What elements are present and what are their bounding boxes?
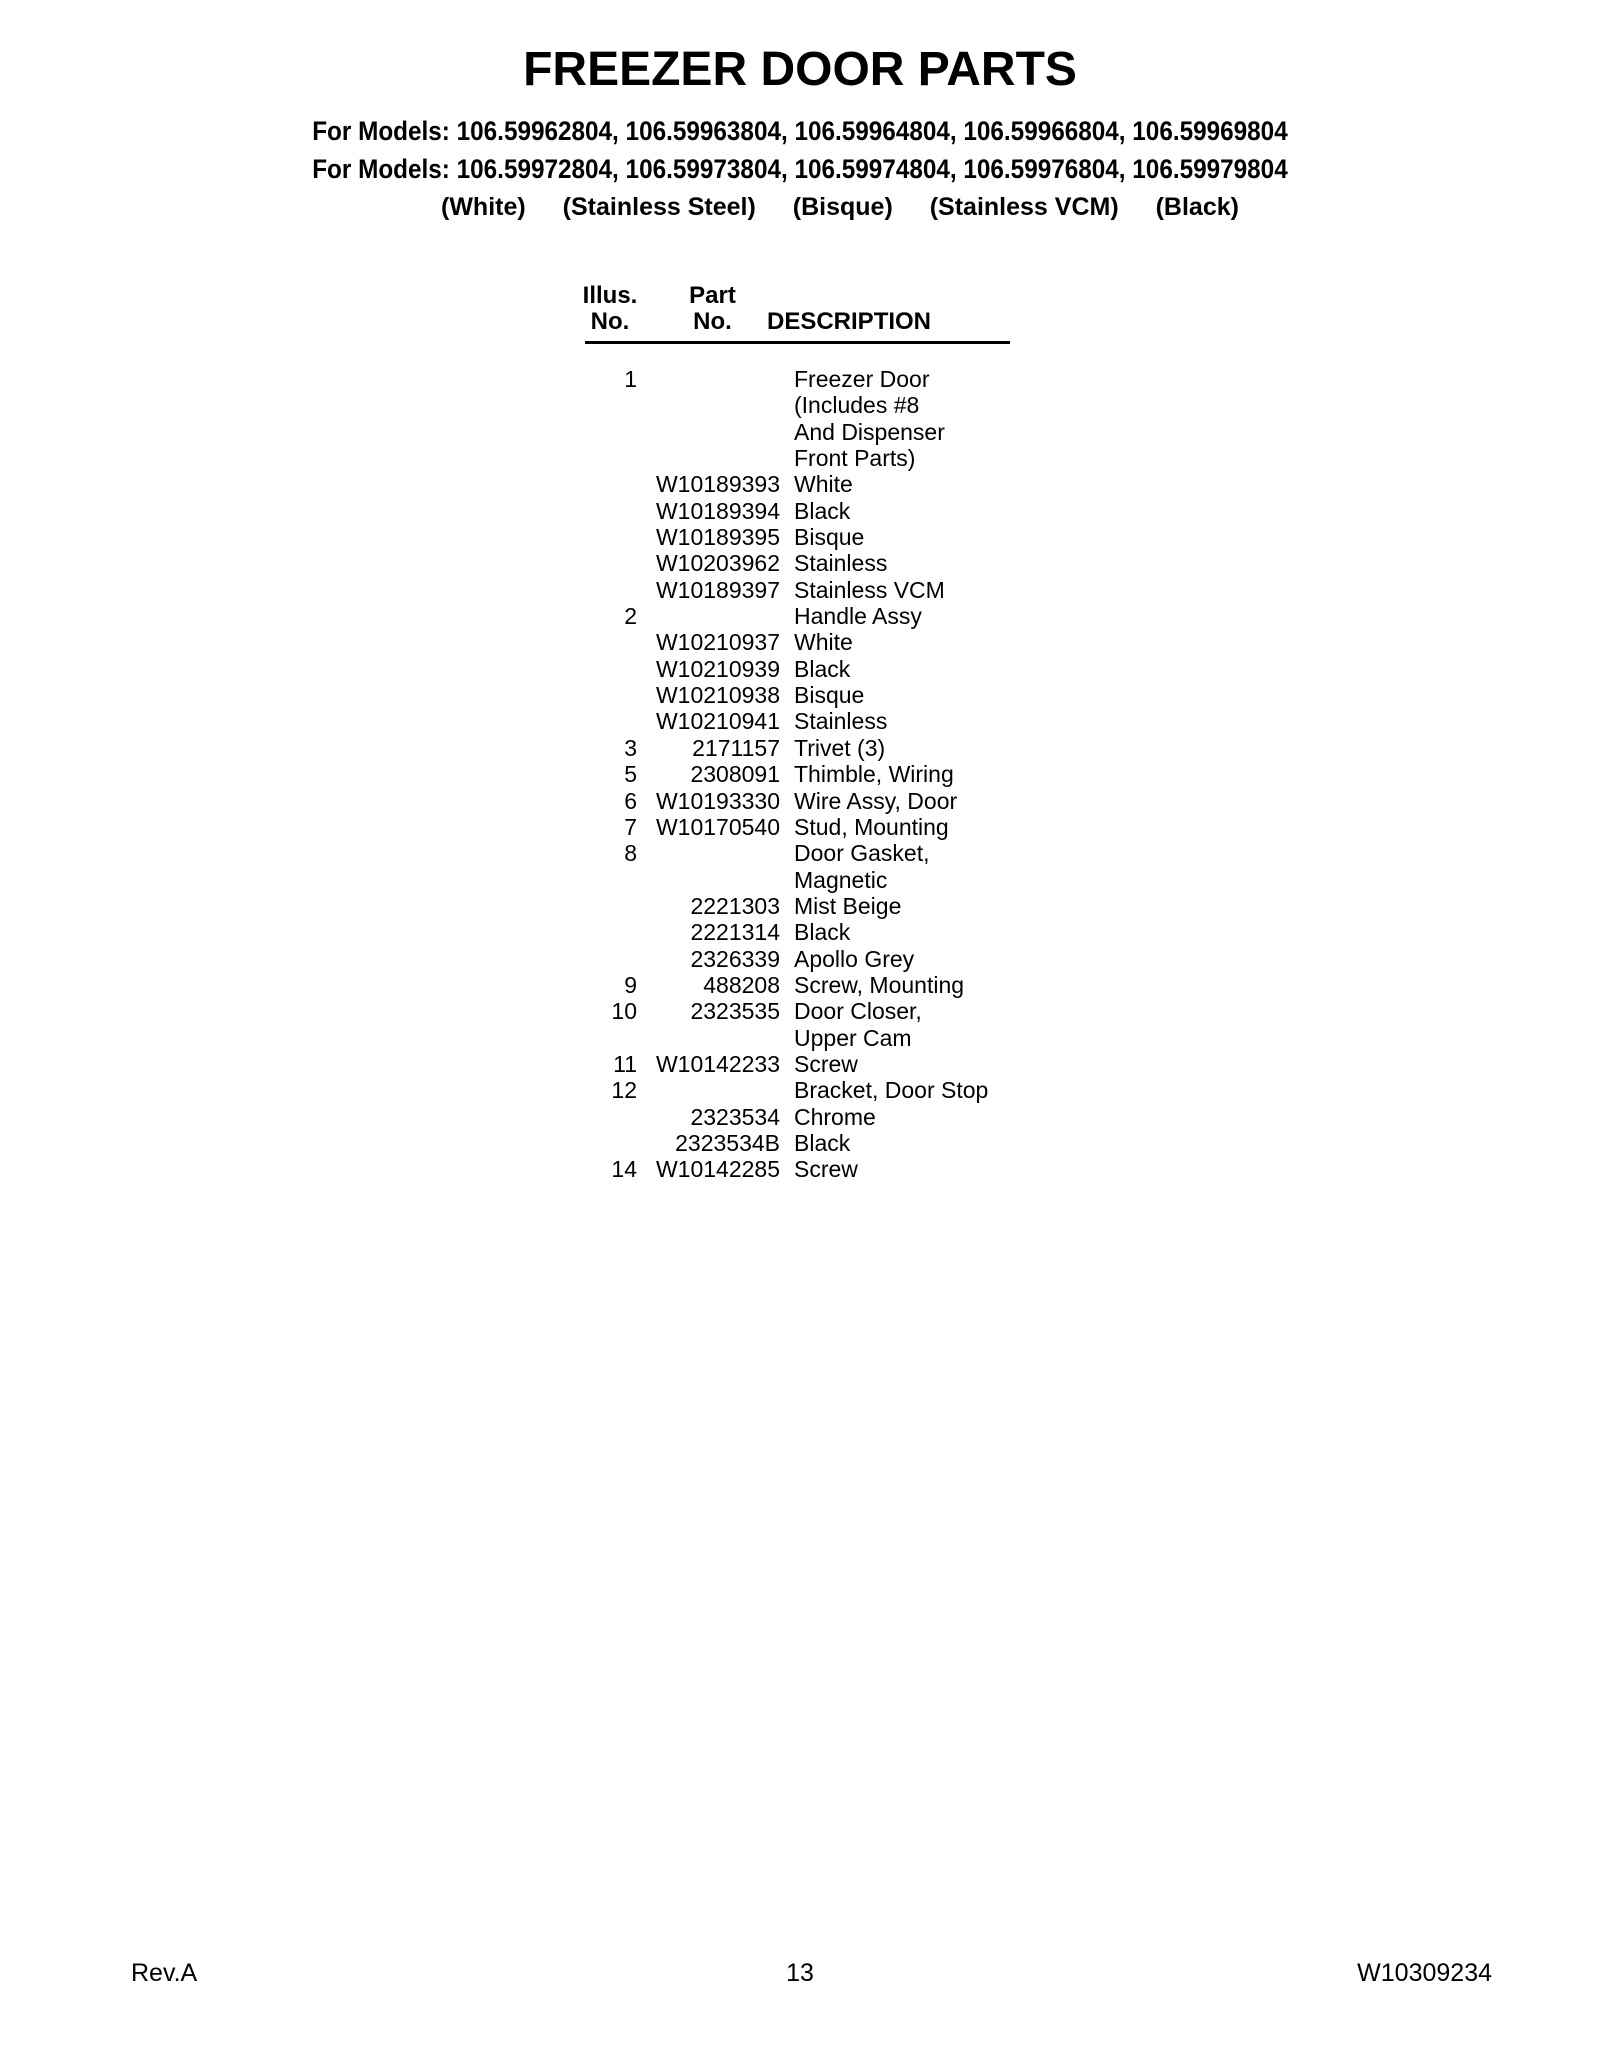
illus-no-cell: [575, 656, 645, 682]
description-cell: Chrome: [794, 1103, 876, 1130]
description-cell: Black: [794, 655, 851, 682]
table-row: [575, 972, 1135, 998]
table-row: [575, 366, 1135, 392]
table-row: [575, 1130, 1135, 1156]
description-cell: Stainless: [794, 550, 888, 577]
models-line-1-text: For Models: 106.59962804, 106.59963804, 106.59964804, 106.59966804, 106.59969804: [312, 116, 1288, 146]
part-no-cell: W10189394: [655, 497, 780, 524]
description-cell: Apollo Grey: [794, 945, 915, 972]
column-header-desc-spacer: [780, 283, 1120, 309]
column-header-illus-line2: No.: [590, 308, 630, 335]
description-cell: Screw: [794, 1156, 858, 1183]
description-cell: White: [794, 471, 853, 498]
table-row: [575, 629, 1135, 655]
part-no-cell: W10193330: [655, 787, 780, 814]
illus-no-cell: [575, 682, 645, 708]
illus-no-cell: [575, 498, 645, 524]
parts-table-header: [575, 283, 1135, 344]
description-cell: Bisque: [794, 682, 865, 709]
part-no-cell: 2323534: [690, 1103, 780, 1130]
part-no-cell: W10189395: [655, 524, 780, 551]
part-no-cell: 2323534B: [675, 1129, 780, 1156]
illus-no-cell: 8: [624, 840, 637, 867]
description-cell: Black: [794, 919, 851, 946]
illus-no-cell: [575, 577, 645, 603]
illus-no-cell: 3: [624, 734, 637, 761]
table-row: [575, 919, 1135, 945]
revision-label: Rev.A: [131, 1959, 198, 1987]
part-no-cell: 2221314: [690, 919, 780, 946]
description-cell: Trivet (3): [794, 734, 886, 761]
illus-no-cell: [575, 471, 645, 497]
part-no-cell: 2221303: [690, 892, 780, 919]
illus-no-cell: [575, 524, 645, 550]
table-row: [575, 498, 1135, 524]
part-no-cell: 2308091: [690, 761, 780, 788]
part-no-cell: [645, 867, 780, 893]
illus-no-cell: [575, 550, 645, 576]
illus-no-cell: 5: [624, 761, 637, 788]
part-no-cell: W10189397: [655, 576, 780, 603]
page-title: FREEZER DOOR PARTS: [523, 43, 1077, 96]
table-row: [575, 946, 1135, 972]
table-row: [575, 761, 1135, 787]
table-row: [575, 893, 1135, 919]
part-no-cell: [645, 419, 780, 445]
table-row: [575, 788, 1135, 814]
description-cell: Screw, Mounting: [794, 971, 965, 998]
table-row: [575, 603, 1135, 629]
illus-no-cell: [575, 893, 645, 919]
description-cell: White: [794, 629, 853, 656]
document-number: W10309234: [1357, 1959, 1492, 1987]
illus-no-cell: [575, 1104, 645, 1130]
part-no-cell: [645, 445, 780, 471]
description-cell: Stud, Mounting: [794, 813, 949, 840]
part-no-cell: [645, 1025, 780, 1051]
description-cell: Thimble, Wiring: [794, 761, 954, 788]
description-cell: Stainless VCM: [794, 576, 945, 603]
column-header-description: DESCRIPTION: [767, 308, 932, 335]
finish-label: (Stainless VCM): [929, 193, 1119, 221]
part-no-cell: W10142285: [655, 1156, 780, 1183]
table-row: [575, 445, 1135, 471]
part-no-cell: [645, 603, 780, 629]
illus-no-cell: 6: [624, 787, 637, 814]
description-cell: Mist Beige: [794, 892, 902, 919]
table-row: [575, 814, 1135, 840]
table-row: [575, 1051, 1135, 1077]
part-no-cell: [645, 392, 780, 418]
table-row: [575, 1104, 1135, 1130]
illus-no-cell: 2: [624, 603, 637, 630]
part-no-cell: 2323535: [690, 998, 780, 1025]
description-cell: Front Parts): [794, 445, 916, 472]
part-no-cell: W10210939: [655, 655, 780, 682]
part-no-cell: W10203962: [655, 550, 780, 577]
table-row: [575, 708, 1135, 734]
part-no-cell: [645, 366, 780, 392]
illus-no-cell: [575, 1130, 645, 1156]
table-row: [575, 867, 1135, 893]
part-no-cell: W10142233: [655, 1050, 780, 1077]
part-no-cell: W10210938: [655, 682, 780, 709]
finish-label: (White): [441, 193, 526, 221]
description-cell: Screw: [794, 1050, 858, 1077]
illus-no-cell: [575, 629, 645, 655]
part-no-cell: W10189393: [655, 471, 780, 498]
description-cell: Bracket, Door Stop: [794, 1077, 989, 1104]
table-row: [575, 682, 1135, 708]
illus-no-cell: [575, 708, 645, 734]
illus-no-cell: [575, 1025, 645, 1051]
description-cell: Bisque: [794, 524, 865, 551]
column-header-part-line1: Part: [689, 282, 736, 309]
description-cell: Freezer Door: [794, 366, 930, 392]
illus-no-cell: 7: [624, 813, 637, 840]
illus-no-cell: 10: [611, 998, 637, 1025]
parts-table-body: [575, 366, 1135, 1183]
description-cell: Wire Assy, Door: [794, 787, 958, 814]
description-cell: (Includes #8: [794, 392, 920, 419]
description-cell: Handle Assy: [794, 603, 922, 630]
part-no-cell: 488208: [703, 971, 780, 998]
illus-no-cell: [575, 445, 645, 471]
table-row: [575, 1077, 1135, 1103]
illus-no-cell: 12: [611, 1077, 637, 1104]
illus-no-cell: 14: [611, 1156, 637, 1183]
models-line-2: [0, 150, 1600, 188]
finish-label: (Stainless Steel): [562, 193, 756, 221]
table-row: [575, 419, 1135, 445]
illus-no-cell: [575, 867, 645, 893]
illus-no-cell: [575, 919, 645, 945]
column-header-part-line2: No.: [693, 308, 732, 335]
models-line-1: [0, 112, 1600, 150]
part-no-cell: [645, 1077, 780, 1103]
table-row: [575, 1025, 1135, 1051]
models-line-2-text: For Models: 106.59972804, 106.59973804, 106.59974804, 106.59976804, 106.59979804: [312, 154, 1288, 184]
table-row: [575, 998, 1135, 1024]
description-cell: Upper Cam: [794, 1024, 912, 1051]
description-cell: Door Closer,: [794, 998, 922, 1025]
description-cell: Black: [794, 497, 851, 524]
table-row: [575, 840, 1135, 866]
description-cell: Black: [794, 1129, 851, 1156]
table-row: [575, 392, 1135, 418]
finish-label: (Black): [1155, 193, 1239, 221]
illus-no-cell: [575, 392, 645, 418]
column-header-illus-line1: Illus.: [582, 282, 638, 309]
table-row: [575, 524, 1135, 550]
part-no-cell: W10170540: [655, 813, 780, 840]
table-row: [575, 1156, 1135, 1182]
illus-no-cell: 1: [624, 366, 637, 392]
part-no-cell: 2171157: [692, 734, 780, 761]
finish-label: (Bisque): [792, 193, 893, 221]
parts-table: [575, 283, 1135, 1183]
table-row: [575, 550, 1135, 576]
description-cell: And Dispenser: [794, 418, 945, 445]
illus-no-cell: [575, 946, 645, 972]
part-no-cell: W10210937: [655, 629, 780, 656]
table-row: [575, 735, 1135, 761]
description-cell: Door Gasket,: [794, 840, 930, 867]
table-row: [575, 471, 1135, 497]
finishes-line: [40, 188, 1600, 226]
description-cell: Magnetic: [794, 866, 888, 893]
illus-no-cell: 9: [624, 971, 637, 998]
description-cell: Stainless: [794, 708, 888, 735]
illus-no-cell: 11: [613, 1050, 637, 1077]
part-no-cell: 2326339: [690, 945, 780, 972]
table-row: [575, 577, 1135, 603]
illus-no-cell: [575, 419, 645, 445]
page-number: 13: [786, 1959, 814, 1987]
part-no-cell: W10210941: [655, 708, 780, 735]
part-no-cell: [645, 840, 780, 866]
table-row: [575, 656, 1135, 682]
table-header-rule: [585, 341, 1010, 344]
